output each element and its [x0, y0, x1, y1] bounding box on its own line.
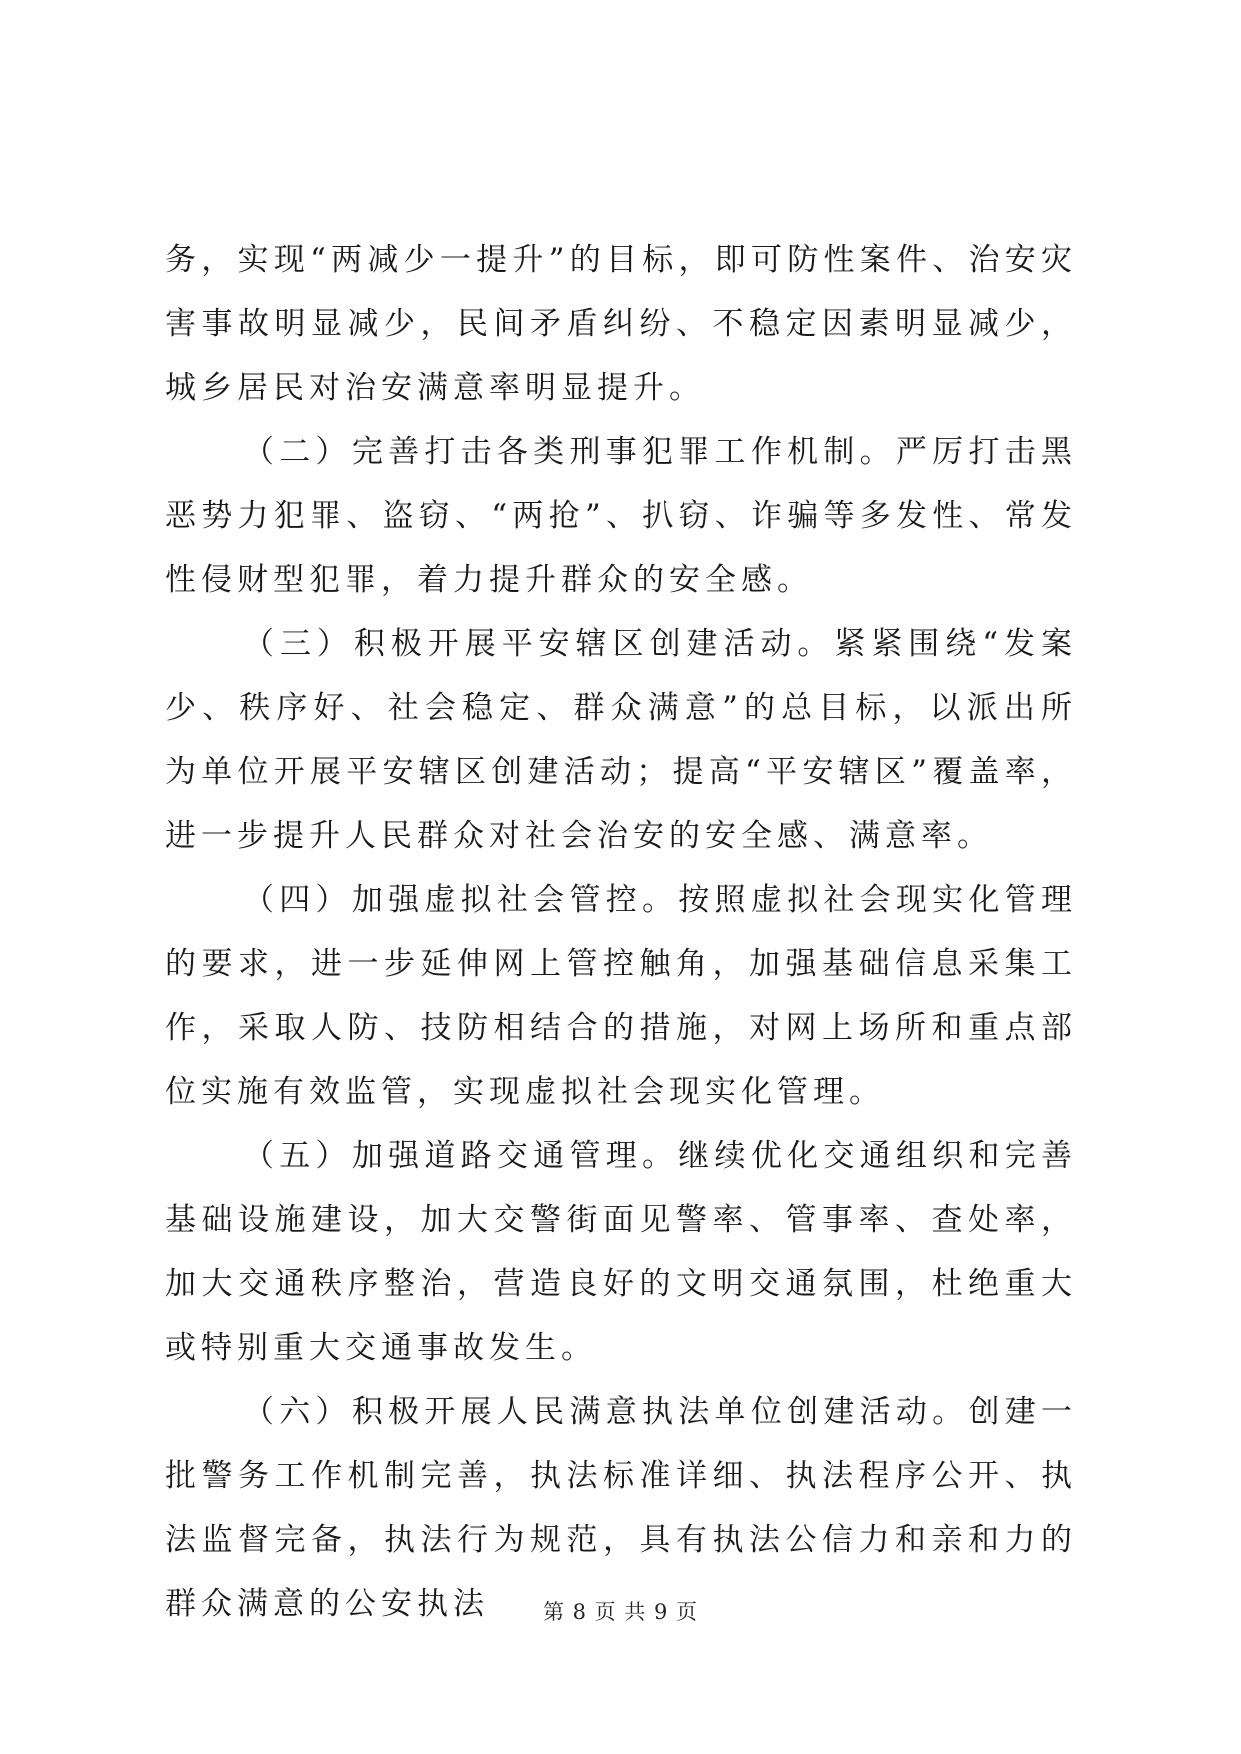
paragraph-section-5: （五）加强道路交通管理。继续优化交通组织和完善基础设施建设，加大交警街面见警率、管事率、查处率，加大交通秩序整治，营造良好的文明交通氛围，杜绝重大或特别重大交通事故发生。	[165, 1138, 1077, 1366]
paragraph-section-6: （六）积极开展人民满意执法单位创建活动。创建一批警务工作机制完善，执法标准详细、执法程序公开、执法监督完备，执法行为规范，具有执法公信力和亲和力的群众满意的公安执法	[165, 1394, 1077, 1622]
paragraph-section-2: （二）完善打击各类刑事犯罪工作机制。严厉打击黑恶势力犯罪、盗窃、“两抢”、扒窃、诈骗等多发性、常发性侵财型犯罪，着力提升群众的安全感。	[165, 434, 1077, 598]
paragraph-continuation: 务，实现“两减少一提升”的目标，即可防性案件、治安灾害事故明显减少，民间矛盾纠纷、不稳定因素明显减少，城乡居民对治安满意率明显提升。	[165, 242, 1077, 406]
document-body	[165, 228, 1077, 1636]
page-number-footer: 第 8 页 共 9 页	[542, 1600, 699, 1624]
paragraph-section-3: （三）积极开展平安辖区创建活动。紧紧围绕“发案少、秩序好、社会稳定、群众满意”的总目标，以派出所为单位开展平安辖区创建活动；提高“平安辖区”覆盖率，进一步提升人民群众对社会治安的安全感、满意率。	[165, 626, 1077, 854]
paragraph-section-4: （四）加强虚拟社会管控。按照虚拟社会现实化管理的要求，进一步延伸网上管控触角，加强基础信息采集工作，采取人防、技防相结合的措施，对网上场所和重点部位实施有效监管，实现虚拟社会现实化管理。	[165, 882, 1077, 1110]
